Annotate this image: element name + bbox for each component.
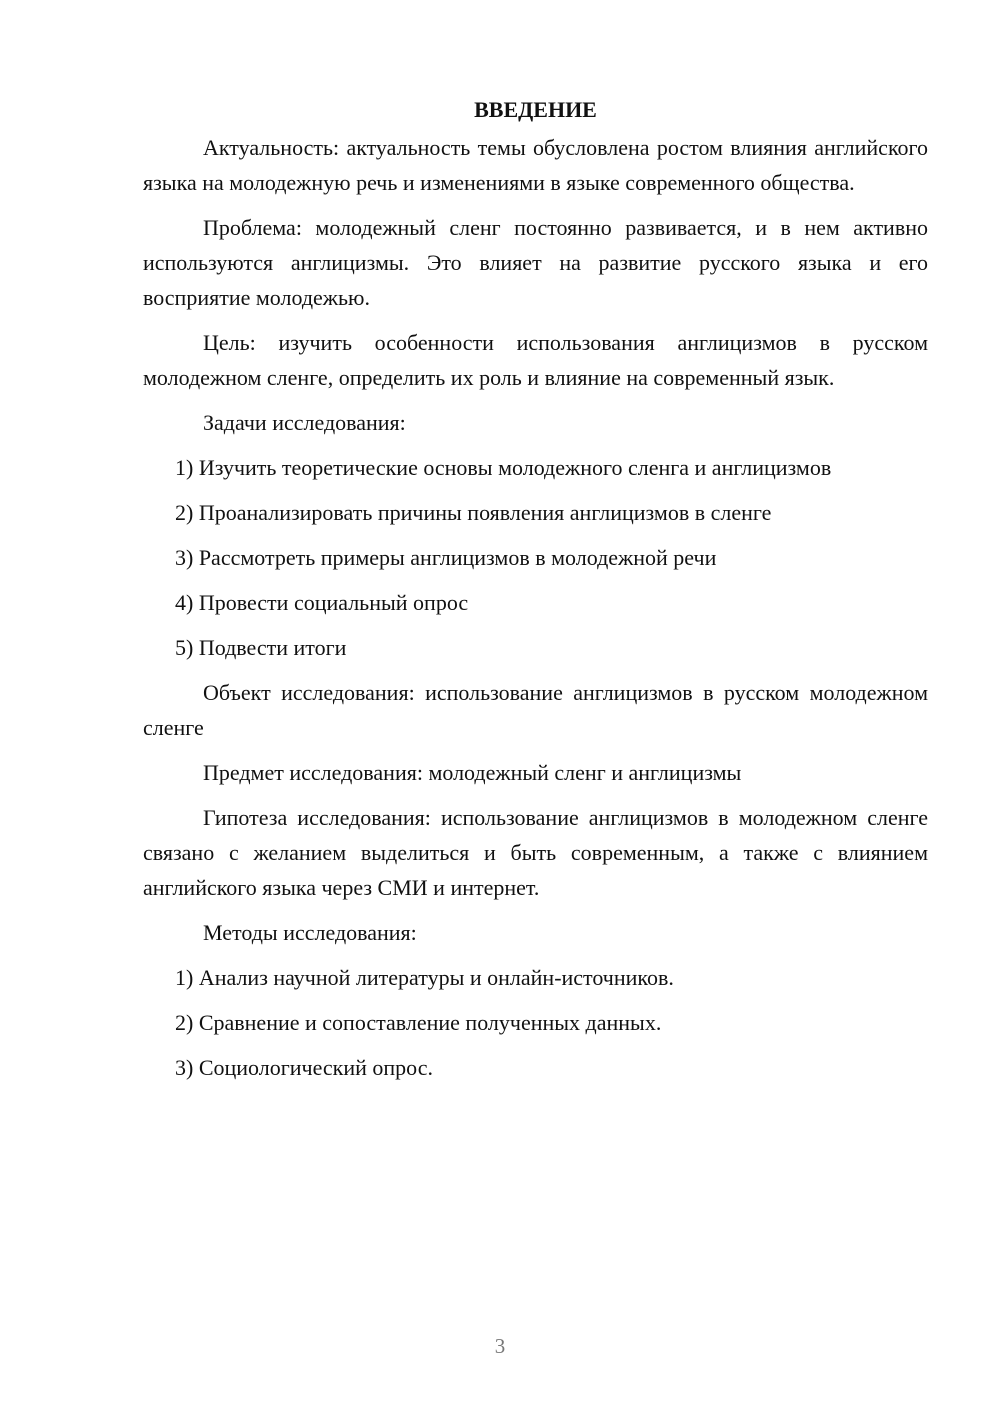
task-item: 5) Подвести итоги — [175, 635, 347, 660]
document-page — [143, 92, 928, 1095]
task-item: 2) Проанализировать причины появления англицизмов в сленге — [175, 500, 772, 525]
object-paragraph: Объект исследования: использование англицизмов в русском молодежном сленге — [143, 680, 928, 740]
subject-paragraph: Предмет исследования: молодежный сленг и англицизмы — [203, 760, 742, 785]
relevance-paragraph: Актуальность: актуальность темы обусловлена ростом влияния английского языка на молодежную речь и изменениями в языке современного общества. — [143, 135, 928, 195]
task-item: 1) Изучить теоретические основы молодежного сленга и англицизмов — [175, 455, 832, 480]
method-item: 1) Анализ научной литературы и онлайн-источников. — [175, 965, 674, 990]
task-item: 4) Провести социальный опрос — [175, 590, 469, 615]
tasks-heading: Задачи исследования: — [203, 410, 406, 435]
method-item: 2) Сравнение и сопоставление полученных данных. — [175, 1010, 662, 1035]
page-number: 3 — [494, 1334, 506, 1358]
task-item: 3) Рассмотреть примеры англицизмов в молодежной речи — [175, 545, 717, 570]
method-item: 3) Социологический опрос. — [175, 1055, 433, 1080]
tasks-list — [143, 450, 928, 665]
section-title: ВВЕДЕНИЕ — [474, 97, 597, 122]
goal-paragraph: Цель: изучить особенности использования англицизмов в русском молодежном сленге, определить их роль и влияние на современный язык. — [143, 330, 928, 390]
methods-heading: Методы исследования: — [203, 920, 417, 945]
hypothesis-paragraph: Гипотеза исследования: использование англицизмов в молодежном сленге связано с желанием выделиться и быть современным, а также с влиянием английского языка через СМИ и интернет. — [143, 805, 928, 900]
methods-list — [143, 960, 928, 1085]
problem-paragraph: Проблема: молодежный сленг постоянно развивается, и в нем активно используются англицизмы. Это влияет на развитие русского языка и его восприятие молодежью. — [143, 215, 928, 310]
